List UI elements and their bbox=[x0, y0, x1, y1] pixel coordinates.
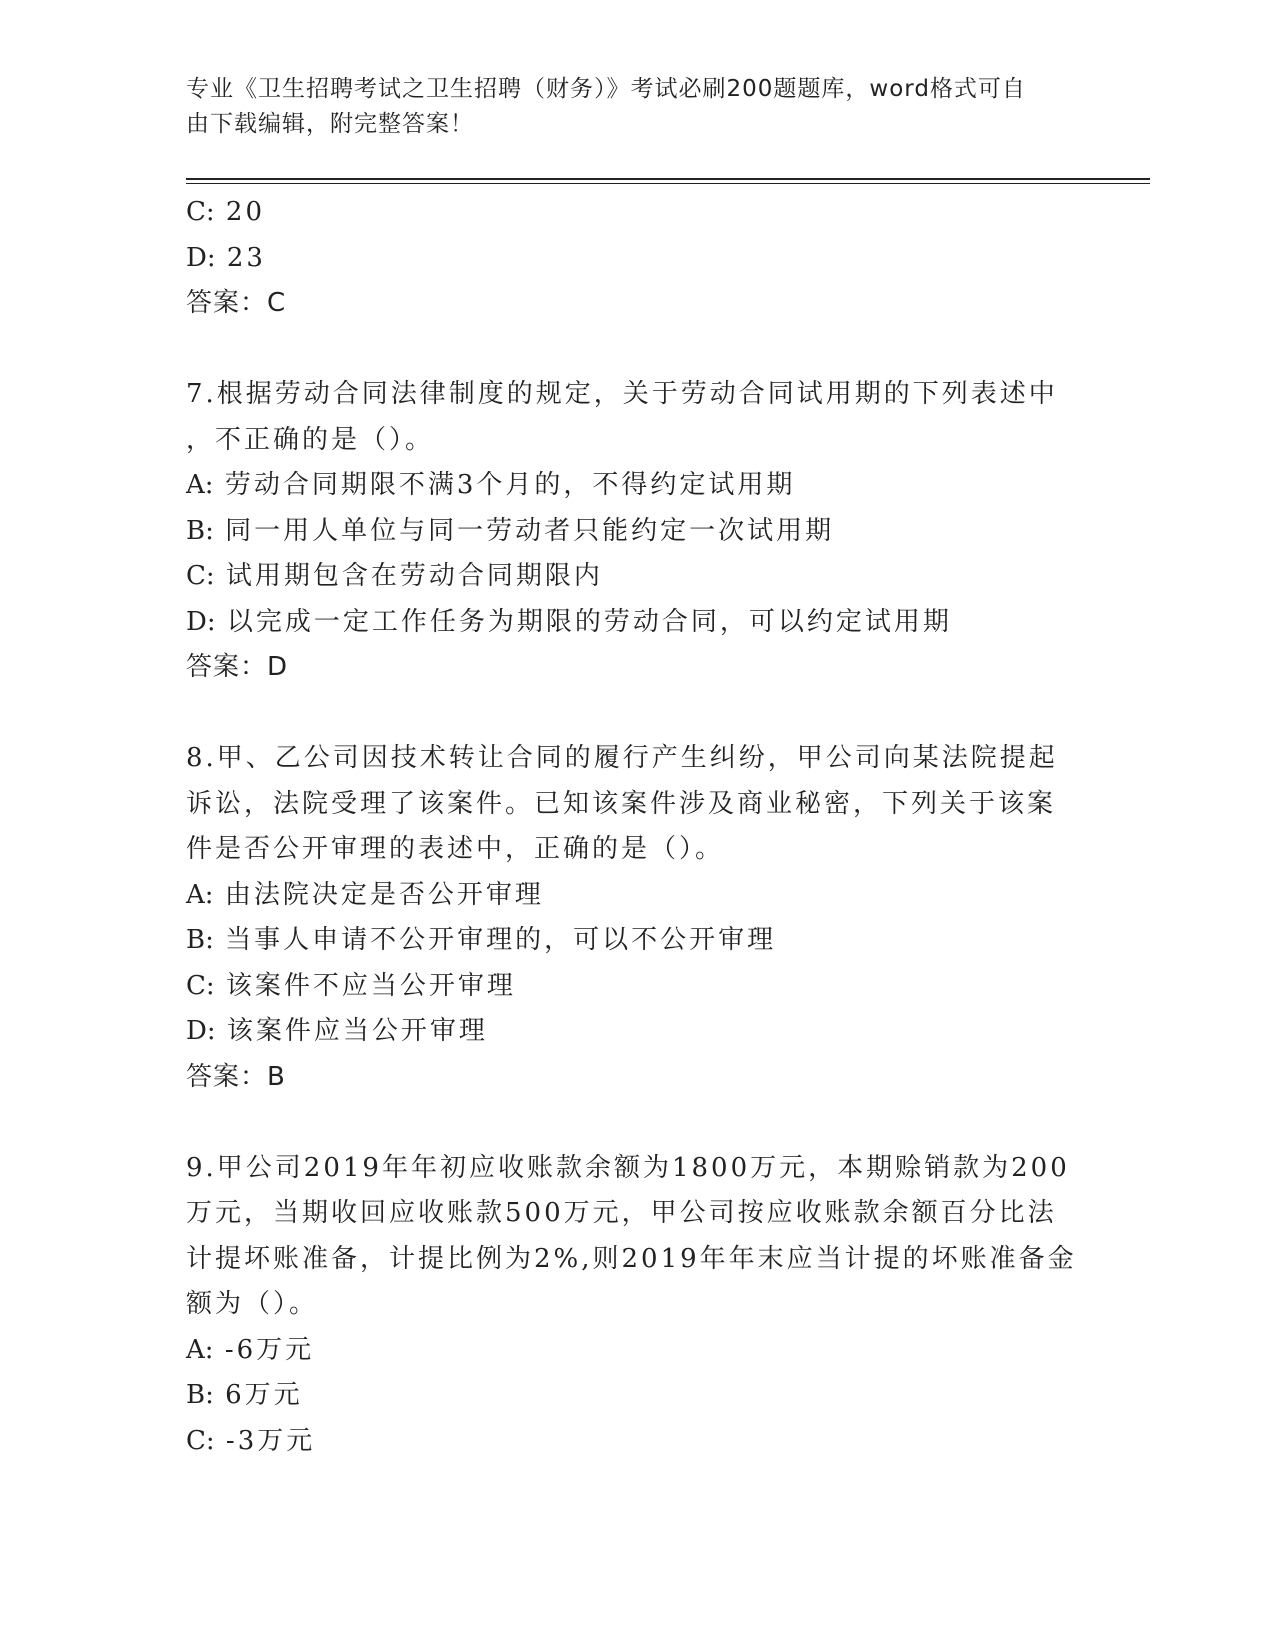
question-stem-line: 万元，当期收回应收账款500万元，甲公司按应收账款余额百分比法 bbox=[186, 1198, 1057, 1228]
option-b: B: 同一用人单位与同一劳动者只能约定一次试用期 bbox=[186, 515, 835, 546]
option-c: C: 该案件不应当公开审理 bbox=[186, 970, 516, 1001]
prev-question bbox=[186, 190, 1066, 327]
option-a: A: -6万元 bbox=[186, 1334, 315, 1365]
option-d: D: 以完成一定工作任务为期限的劳动合同，可以约定试用期 bbox=[186, 606, 952, 637]
question-stem-line: 诉讼，法院受理了该案件。已知该案件涉及商业秘密，下列关于该案 bbox=[186, 788, 1057, 819]
spacer bbox=[186, 1100, 1066, 1146]
question-stem-line: ，不正确的是（）。 bbox=[186, 424, 435, 455]
question-stem-line: 9.甲公司2019年年初应收账款余额为1800万元，本期赊销款为200 bbox=[186, 1152, 1070, 1183]
question-stem-line: 7.根据劳动合同法律制度的规定，关于劳动合同试用期的下列表述中 bbox=[186, 379, 1058, 409]
question-7 bbox=[186, 372, 1066, 691]
answer-line: 答案：D bbox=[186, 652, 289, 682]
question-stem-line: 计提坏账准备，计提比例为2%,则2019年年末应当计提的坏账准备金 bbox=[186, 1243, 1077, 1274]
question-list bbox=[186, 190, 1077, 1464]
option-b: B: 当事人申请不公开审理的，可以不公开审理 bbox=[186, 925, 777, 955]
header-rule-thick bbox=[186, 178, 1150, 180]
question-stem-line: 件是否公开审理的表述中，正确的是（）。 bbox=[186, 834, 725, 864]
option-d: D: 23 bbox=[186, 242, 266, 273]
option-a: A: 由法院决定是否公开审理 bbox=[186, 879, 544, 910]
option-a: A: 劳动合同期限不满3个月的，不得约定试用期 bbox=[186, 470, 796, 500]
option-c: C: 试用期包含在劳动合同期限内 bbox=[186, 561, 603, 591]
question-8 bbox=[186, 736, 1066, 1100]
option-d: D: 该案件应当公开审理 bbox=[186, 1016, 488, 1046]
spacer bbox=[186, 691, 1066, 737]
answer-line: 答案：C bbox=[186, 288, 287, 318]
header-rule-thin bbox=[186, 183, 1150, 184]
spacer bbox=[186, 327, 1066, 373]
option-c: C: -3万元 bbox=[186, 1425, 316, 1456]
document-header bbox=[186, 72, 1066, 142]
header-line-2: 由下载编辑，附完整答案！ bbox=[186, 111, 474, 137]
question-stem-line: 额为（）。 bbox=[186, 1289, 319, 1319]
option-c: C: 20 bbox=[186, 197, 266, 227]
option-b: B: 6万元 bbox=[186, 1380, 303, 1410]
question-stem-line: 8.甲、乙公司因技术转让合同的履行产生纠纷，甲公司向某法院提起 bbox=[186, 743, 1058, 773]
answer-line: 答案：B bbox=[186, 1061, 286, 1092]
header-line-1: 专业《卫生招聘考试之卫生招聘（财务）》考试必刷200题题库，word格式可自 bbox=[186, 76, 1026, 102]
question-9 bbox=[186, 1146, 1077, 1465]
